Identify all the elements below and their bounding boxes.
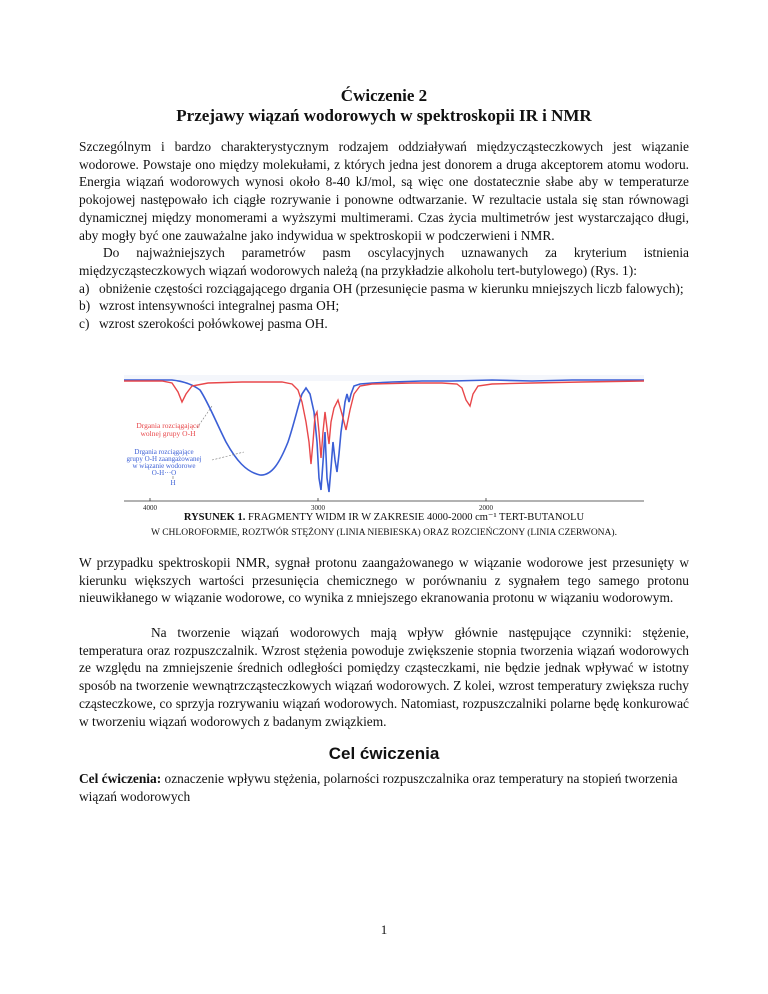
blue-band-label-line1: Drgania rozciągające xyxy=(134,448,194,456)
blue-band-label-line3: w wiązanie wodorowe xyxy=(132,462,196,470)
list-text: wzrost szerokości połówkowej pasma OH. xyxy=(99,316,328,332)
goal-text: oznaczenie wpływu stężenia, polarności rozpuszczalnika oraz temperatury na stopień tworzenia wiązań wodorowych xyxy=(79,771,678,804)
list-marker: b) xyxy=(79,298,91,314)
red-band-label-line1: Drgania rozciągające xyxy=(136,421,200,430)
goal-label: Cel ćwiczenia: xyxy=(79,771,162,786)
list-marker: a) xyxy=(79,280,90,296)
list-text: wzrost intensywności integralnej pasma OH; xyxy=(99,298,340,314)
figure-caption-line2: W CHLOROFORMIE, ROZTWÓR STĘŻONY (LINIA NIEBIESKA) ORAZ ROZCIEŃCZONY (LINIA CZERWONA). xyxy=(151,528,617,538)
blue-band-label-line2: grupy O-H zaangażowanej xyxy=(126,455,202,463)
blue-band-label-line4: O-H···O xyxy=(151,469,177,477)
paragraph-intro: Szczególnym i bardzo charakterystycznym rodzajem oddziaływań międzycząsteczkowych jest wiązanie wodorowe. Powstaje ono między molekułami, z których jedna jest donorem a druga akceptorem atomu wodoru. Energia wiązań wodorowych wynosi około 8-40 kJ/mol, są więc one dostatecznie słabe aby w temperaturze pokojowej następowało ich ciągłe rozrywanie i ponowne odtwarzanie. W rezultacie ustala się stan równowagi dynamicznej między monomerami a wyższymi multimerami. Czas życia multimetrów jest wystarczająco długi, aby mogły być one zauważalne jako indywidua w spektroskopii w podczerwieni i NMR. xyxy=(79,139,689,243)
factors-section xyxy=(79,624,689,730)
paragraph-nmr: W przypadku spektroskopii NMR, sygnał protonu zaangażowanego w wiązanie wodorowe jest przesunięty w kierunku większych wartości przesunięcia chemicznego w porównaniu z sygnałem tego samego protonu nieuwikłanego w wiązanie wodorowe, co wynika z mniejszego ekranowania protonu w wiązaniu wodorowym. xyxy=(79,555,689,606)
intro-section xyxy=(79,138,689,333)
tick-label: 4000 xyxy=(143,504,157,512)
exercise-number: Ćwiczenie 2 xyxy=(340,86,428,105)
criteria-list xyxy=(79,280,689,333)
figure-caption-label: RYSUNEK 1. xyxy=(183,512,246,523)
figure-caption xyxy=(79,511,689,525)
red-band-label-line2: wolnej grupy O-H xyxy=(140,429,196,438)
exercise-title: Przejawy wiązań wodorowych w spektroskopii IR i NMR xyxy=(176,106,592,125)
paragraph-criteria: Do najważniejszych parametrów pasm oscylacyjnych uznawanych za kryterium istnienia międzycząsteczkowych wiązań wodorowych należą (na przykładzie alkoholu tert-butylowego) (Rys. 1): xyxy=(79,245,689,278)
paragraph-factors: Na tworzenie wiązań wodorowych mają wpływ głównie następujące czynniki: stężenie, temperatura oraz rozpuszczalnik. Wzrost stężenia powoduje zwiększenie stopnia tworzenia wiązań wodorowych ze względu na zmniejszenie średnich odległości pomiędzy cząsteczkami, nie będzie jednak wpływać w istotny sposób na tworzenie wewnątrzcząsteczkowych wiązań wodorowych. Z kolei, wzrost temperatury zwiększa ruchy cząsteczkowe, co sprzyja rozrywaniu wiązań wodorowych. Natomiast, rozpuszczalniki polarne będę konkurować w tworzeniu wiązań wodorowych z badanym związkiem. xyxy=(79,625,689,729)
nmr-section xyxy=(79,554,689,607)
goal-paragraph xyxy=(79,770,689,805)
section-heading: Cel ćwiczenia xyxy=(328,744,440,763)
blue-band-label-line5: H xyxy=(170,479,176,487)
list-item xyxy=(79,280,689,298)
tick-label: 3000 xyxy=(311,504,325,512)
page-number: 1 xyxy=(380,922,388,937)
figure-caption-line1: FRAGMENTY WIDM IR W ZAKRESIE 4000-2000 cm⁻¹ TERT-BUTANOLU xyxy=(247,512,585,523)
list-item xyxy=(79,315,689,333)
list-item xyxy=(79,297,689,315)
tick-label: 2000 xyxy=(479,504,493,512)
ir-spectrum-figure xyxy=(112,372,657,514)
list-marker: c) xyxy=(79,316,90,332)
list-text: obniżenie częstości rozciągającego drgania OH (przesunięcie pasma w kierunku mniejszych liczb falowych); xyxy=(99,280,684,296)
